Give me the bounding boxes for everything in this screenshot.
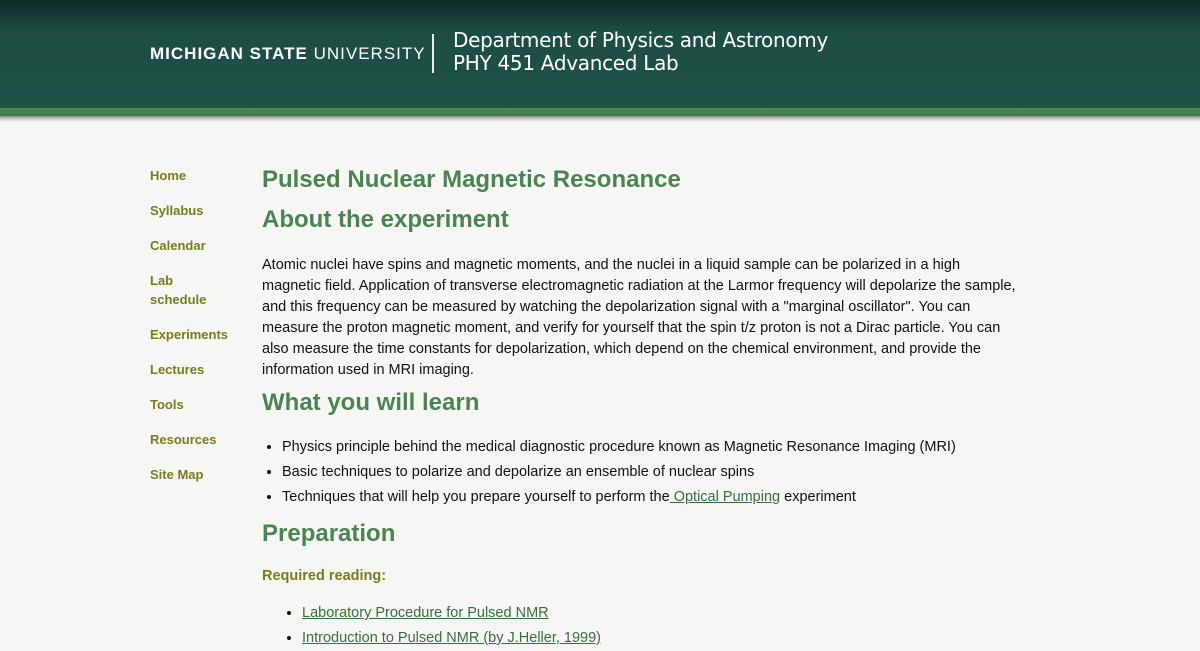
site-header [0, 0, 1200, 108]
header-shadow [0, 116, 1200, 122]
university-name-light: UNIVERSITY [307, 44, 426, 63]
sidebar-item-experiments[interactable]: Experiments [150, 327, 229, 342]
learn-list [262, 435, 1022, 510]
list-item [282, 485, 1022, 510]
required-reading-label: Required reading: [262, 568, 387, 584]
sidebar-item-site-map[interactable]: Site Map [150, 467, 204, 482]
learn-heading: What you will learn [262, 389, 480, 416]
lab-procedure-link[interactable]: Laboratory Procedure for Pulsed NMR [302, 605, 549, 621]
header-divider [432, 34, 434, 73]
sidebar-item-tools[interactable]: Tools [150, 397, 184, 412]
sidebar-item-lab-schedule[interactable]: Lab schedule [150, 273, 207, 307]
department-name: Department of Physics and Astronomy [453, 28, 829, 52]
sidebar-item-syllabus[interactable]: Syllabus [150, 203, 204, 218]
course-name: PHY 451 Advanced Lab [453, 51, 679, 75]
sidebar-item-home[interactable]: Home [150, 168, 187, 183]
list-item [302, 601, 1022, 626]
list-item: • Physics principle behind the medical diagnostic procedure known as Magnetic Resonance Imaging (MRI) [282, 435, 1022, 460]
sidebar-nav [150, 166, 245, 500]
readings-list [262, 601, 1022, 651]
about-paragraph: Atomic nuclei have spins and magnetic moments, and the nuclei in a liquid sample can be polarized in a high magnetic field. Application of transverse electromagnetic radiation at the Larmor frequency will depolarize the sample, and this frequency can be measured by watching the depolarization signal with a "marginal oscillator". You can measure the proton magnetic moment, and verify for yourself that the spin t/z proton is not a Dirac particle. You can also measure the time constants for depolarization, which depend on the chemical environment, and provide the information used in MRI imaging. [262, 257, 1016, 378]
university-wordmark[interactable] [150, 44, 426, 64]
about-heading: About the experiment [262, 206, 509, 233]
header-accent-strip [0, 108, 1200, 116]
preparation-heading: Preparation [262, 520, 396, 547]
optical-pumping-link[interactable]: Optical Pumping [669, 489, 781, 505]
list-item: • Basic techniques to polarize and depolarize an ensemble of nuclear spins [282, 460, 1022, 485]
sidebar-item-resources[interactable]: Resources [150, 432, 217, 447]
sidebar-item-lectures[interactable]: Lectures [150, 362, 205, 377]
department-block[interactable] [453, 29, 828, 75]
page-title: Pulsed Nuclear Magnetic Resonance [262, 166, 681, 193]
main-content [262, 166, 1022, 651]
sidebar-item-calendar[interactable]: Calendar [150, 238, 206, 253]
learn-item-suffix: experiment [780, 489, 856, 505]
university-name-bold: MICHIGAN STATE [150, 44, 308, 63]
learn-item-text: Techniques that will help you prepare yourself to perform the [282, 489, 670, 505]
intro-pulsed-nmr-link[interactable]: Introduction to Pulsed NMR (by J.Heller, 1999) [302, 630, 601, 646]
